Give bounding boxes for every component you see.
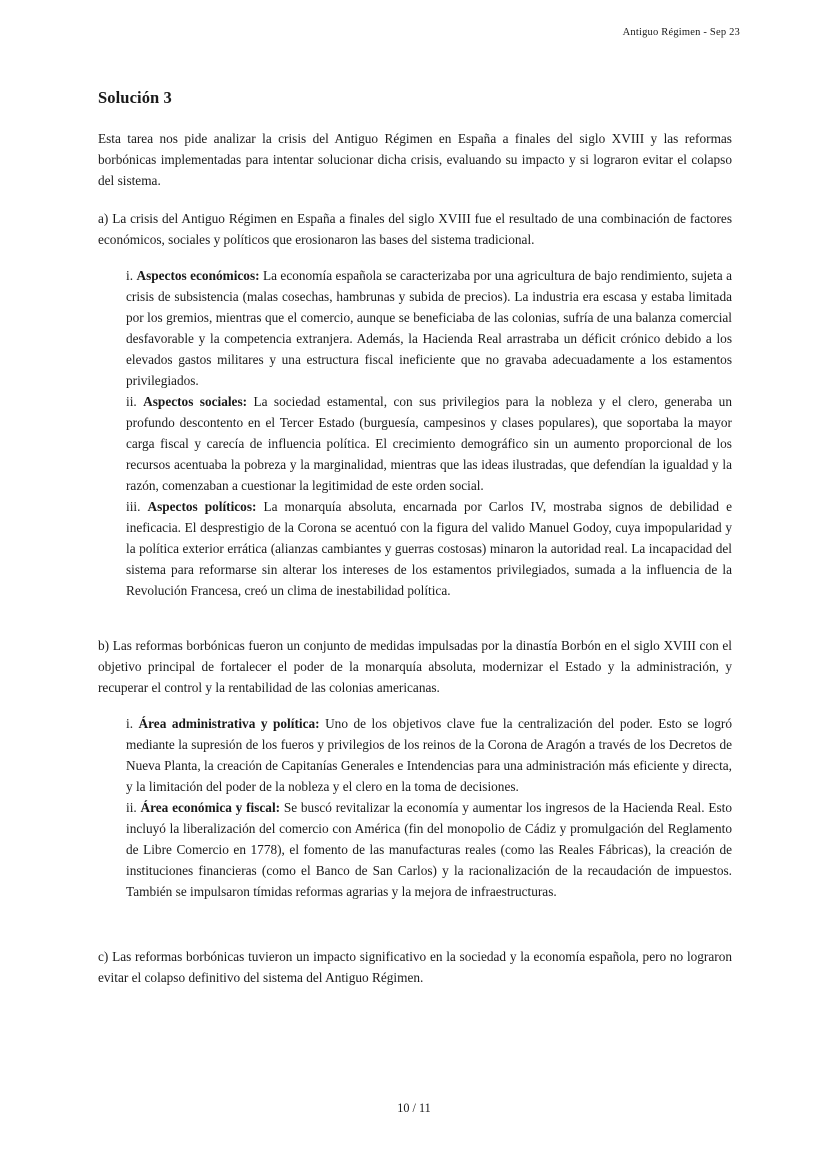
list-item-text: La sociedad estamental, con sus privilegios para la nobleza y el clero, generaba un profundo descontento en el Tercer Estado (burguesía, campesinos y clases populares), que soportaba la mayor carga fiscal y carecía de influencia política. El crecimiento demográfico sin un aumento proporcional de los recursos acentuaba la pobreza y la marginalidad, mientras que las ideas ilustradas, que defendían la igualdad y la razón, comenzaban a cuestionar la legitimidad de este orden social.	[126, 394, 732, 493]
list-item-marker: ii.	[126, 800, 137, 815]
list-item-marker: i.	[126, 716, 134, 731]
section-a-lead: a) La crisis del Antiguo Régimen en España a finales del siglo XVIII fue el resultado de una combinación de factores económicos, sociales y políticos que erosionaron las bases del sistema tradicional.	[98, 211, 732, 247]
document-content	[98, 88, 732, 1005]
list-item-text: Uno de los objetivos clave fue la centralización del poder. Esto se logró mediante la supresión de los fueros y privilegios de los reinos de la Corona de Aragón a través de los Decretos de Nueva Planta, la creación de Capitanías Generales e Intendencias para una administración más eficiente y directa, y la limitación del poder de la nobleza y el clero en la toma de decisiones.	[126, 716, 732, 794]
list-item-marker: ii.	[126, 394, 137, 409]
list-item-title: Aspectos económicos:	[136, 268, 260, 283]
list-item-text: Se buscó revitalizar la economía y aumentar los ingresos de la Hacienda Real. Esto incluyó la liberalización del comercio con América (fin del monopolio de Cádiz y promulgación del Reglamento de Libre Comercio en 1778), el fomento de las manufacturas reales (como las Reales Fábricas), la creación de instituciones financieras (como el Banco de San Carlos) y la racionalización de la recaudación de impuestos. También se impulsaron tímidas reformas agrarias y la mejora de infraestructuras.	[126, 800, 732, 899]
section-spacer	[98, 936, 732, 946]
section-c-lead: c) Las reformas borbónicas tuvieron un impacto significativo en la sociedad y la economía española, pero no lograron evitar el colapso definitivo del sistema del Antiguo Régimen.	[98, 949, 732, 985]
intro-paragraph: Esta tarea nos pide analizar la crisis del Antiguo Régimen en España a finales del siglo XVIII y las reformas borbónicas implementadas para intentar solucionar dicha crisis, evaluando su impacto y si lograron evitar el colapso del sistema.	[98, 131, 732, 188]
list-item-title: Aspectos sociales:	[143, 394, 248, 409]
list-item	[126, 496, 732, 601]
section-b-lead: b) Las reformas borbónicas fueron un conjunto de medidas impulsadas por la dinastía Borbón en el siglo XVIII con el objetivo principal de fortalecer el poder de la monarquía absoluta, modernizar el Estado y la administración, y recuperar el control y la rentabilidad de las colonias americanas.	[98, 638, 732, 695]
section-spacer	[98, 611, 732, 635]
list-item-marker: iii.	[126, 499, 141, 514]
list-item-text: La economía española se caracterizaba por una agricultura de bajo rendimiento, sujeta a crisis de subsistencia (malas cosechas, hambrunas y subida de precios). La industria era escasa y estaba limitada por los gremios, mientras que el comercio, aunque se beneficiaba de las colonias, sufría de una balanza comercial desfavorable y la competencia extranjera. Además, la Hacienda Real arrastraba un déficit crónico debido a los elevados gastos militares y una estructura fiscal ineficiente que no gravaba adecuadamente a los estamentos privilegiados.	[126, 268, 732, 388]
list-item-title: Aspectos políticos:	[147, 499, 257, 514]
list-item-text: La monarquía absoluta, encarnada por Carlos IV, mostraba signos de debilidad e ineficacia. El desprestigio de la Corona se acentuó con la figura del valido Manuel Godoy, cuya impopularidad y la política exterior errática (alianzas cambiantes y guerras costosas) minaron la autoridad real. La incapacidad del sistema para reformarse sin alterar los intereses de los estamentos privilegiados, sumada a la influencia de la Revolución Francesa, creó un clima de inestabilidad política.	[126, 499, 733, 598]
list-item	[126, 391, 732, 496]
list-item-title: Área económica y fiscal:	[140, 800, 281, 815]
list-item-title: Área administrativa y política:	[138, 716, 320, 731]
list-item	[126, 797, 732, 902]
list-item-marker: i.	[126, 268, 134, 283]
running-header: Antiguo Régimen - Sep 23	[622, 27, 740, 38]
page-number: 10 / 11	[397, 1101, 431, 1115]
section-a-list	[98, 265, 732, 601]
section-spacer	[98, 912, 732, 936]
list-item	[126, 713, 732, 797]
section-b-list	[98, 713, 732, 902]
list-item	[126, 265, 732, 391]
page-title: Solución 3	[98, 88, 172, 107]
